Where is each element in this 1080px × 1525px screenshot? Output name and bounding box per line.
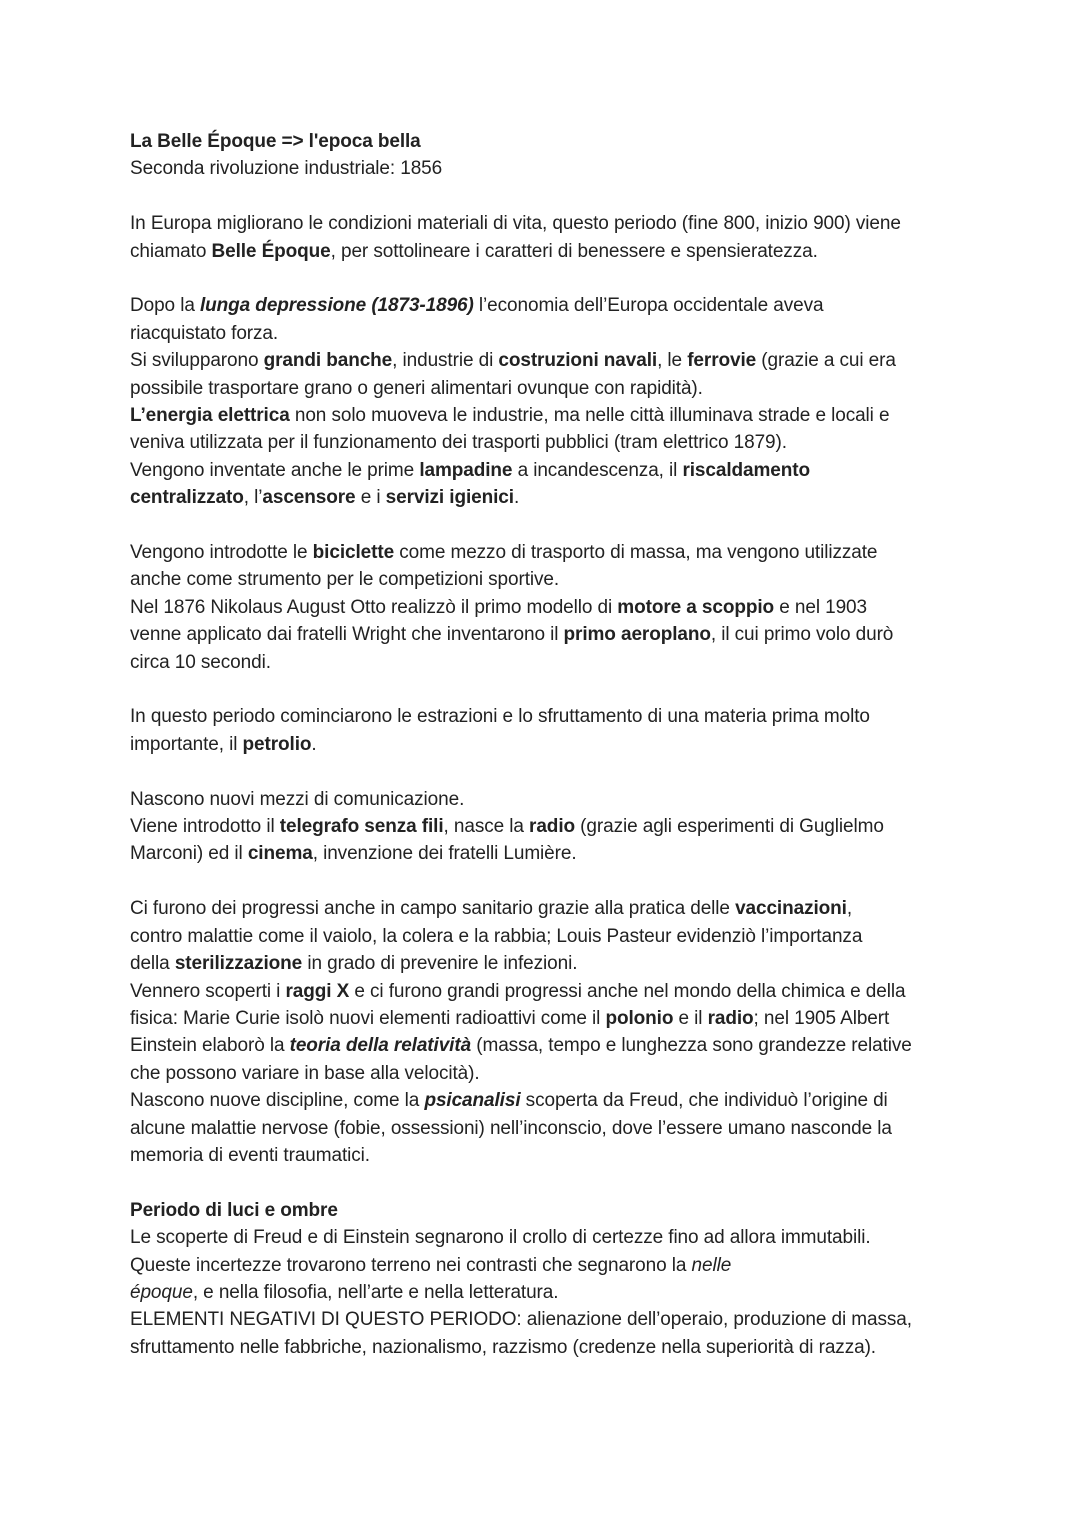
text-line [130,457,960,484]
body-text: Einstein elaborò la [130,1035,290,1057]
body-text: , nasce la [443,816,530,838]
text-line [130,402,960,429]
text-line [130,1032,960,1059]
body-text: In questo periodo cominciarono le estrazioni e lo sfruttamento di una materia prima molto [130,706,870,728]
emphasis-text: époque [130,1281,193,1303]
text-line [130,978,960,1005]
body-text: a incandescenza, il [512,459,683,481]
emphasis-text: Belle Époque [211,240,331,262]
body-text: , il cui primo volo durò [710,624,894,646]
text-line [130,950,960,977]
body-text: Dopo la [130,295,200,317]
body-text: e il [673,1007,708,1029]
body-text: (grazie agli esperimenti di Guglielmo [575,816,884,838]
paragraph [130,210,960,265]
text-line [130,210,960,237]
body-text: Vengono inventate anche le prime [130,459,420,481]
emphasis-text: ascensore [262,487,356,509]
text-line [130,429,960,456]
text-line [130,1279,960,1306]
text-line [130,128,960,155]
body-text: Vengono introdotte le [130,542,313,564]
body-text: Seconda rivoluzione industriale: 1856 [130,158,443,180]
body-text: (massa, tempo e lunghezza sono grandezze relative [471,1035,912,1057]
body-text: , industrie di [392,350,499,372]
body-text: ELEMENTI NEGATIVI DI QUESTO PERIODO: alienazione dell’operaio, produzione di massa, [130,1309,912,1331]
text-line [130,375,960,402]
emphasis-text: radio [707,1007,754,1029]
body-text: l’economia dell’Europa occidentale aveva [473,295,824,317]
emphasis-text: La Belle Époque => l'epoca bella [130,131,421,152]
body-text: circa 10 secondi. [130,651,271,673]
emphasis-text: petrolio [242,733,312,755]
emphasis-text: telegrafo senza fili [279,816,444,838]
body-text: , le [657,350,688,372]
paragraph [130,703,960,758]
body-text: Queste incertezze trovarono terreno nei contrasti che segnarono la [130,1254,692,1276]
text-line [130,895,960,922]
emphasis-text: cinema [247,843,313,865]
body-text: Ci furono dei progressi anche in campo sanitario grazie alla pratica delle [130,898,736,920]
text-line [130,484,960,511]
body-text: In Europa migliorano le condizioni materiali di vita, questo periodo (fine 800, inizio 900) viene [130,213,901,235]
text-line [130,840,960,867]
body-text: possibile trasportare grano o generi alimentari ovunque con rapidità). [130,377,703,399]
body-text: venne applicato dai fratelli Wright che inventarono il [130,624,564,646]
text-line [130,1005,960,1032]
text-line [130,1306,960,1333]
body-text: in grado di prevenire le infezioni. [302,953,578,975]
body-text: come mezzo di trasporto di massa, ma vengono utilizzate [394,542,878,564]
body-text: che possono variare in base alla velocità). [130,1062,480,1084]
text-line [130,813,960,840]
emphasis-text: vaccinazioni [735,898,847,920]
body-text: . [311,733,317,755]
paragraph [130,895,960,1169]
paragraph [130,786,960,868]
text-line [130,786,960,813]
text-line [130,1334,960,1361]
emphasis-text: Periodo di luci e ombre [130,1199,338,1221]
body-text: e nel 1903 [774,596,867,618]
paragraph [130,292,960,511]
paragraph [130,539,960,676]
body-text: non solo muoveva le industrie, ma nelle città illuminava strade e locali e [289,405,890,427]
body-text: ; nel 1905 Albert [753,1007,890,1029]
emphasis-text: biciclette [312,542,395,564]
body-text: e ci furono grandi progressi anche nel mondo della chimica e della [349,980,906,1002]
body-text: e i [355,487,386,509]
text-line [130,649,960,676]
body-text: , [846,898,853,920]
emphasis-text: lampadine [419,459,513,481]
emphasis-text: L’energia elettrica [130,405,290,427]
text-line [130,1060,960,1087]
body-text: alcune malattie nervose (fobie, ossessioni) nell’inconscio, dove l’essere umano nasconde la [130,1117,892,1139]
body-text: Nascono nuove discipline, come la [130,1090,425,1112]
text-line [130,594,960,621]
text-line [130,539,960,566]
text-line [130,1224,960,1251]
body-text: , e nella filosofia, nell’arte e nella letteratura. [192,1281,559,1303]
emphasis-text: lunga depressione (1873-1896) [199,295,474,317]
body-text: Nascono nuovi mezzi di comunicazione. [130,788,465,810]
emphasis-text: nelle [691,1254,732,1276]
text-line [130,621,960,648]
body-text: Viene introdotto il [130,816,280,838]
body-text: importante, il [130,733,243,755]
emphasis-text: primo aeroplano [563,624,711,646]
body-text: fisica: Marie Curie isolò nuovi elementi radioattivi come il [130,1007,606,1029]
emphasis-text: radio [529,816,575,838]
emphasis-text: centralizzato [130,487,244,509]
body-text: , l’ [243,487,263,509]
body-text: Le scoperte di Freud e di Einstein segnarono il crollo di certezze fino ad allora immutabili. [130,1227,871,1249]
body-text: della [130,953,175,975]
emphasis-text: grandi banche [263,350,393,372]
text-line [130,292,960,319]
body-text: veniva utilizzata per il funzionamento dei trasporti pubblici (tram elettrico 1879). [130,432,787,454]
body-text: sfruttamento nelle fabbriche, nazionalismo, razzismo (credenze nella superiorità di razza). [130,1336,876,1358]
text-line [130,238,960,265]
text-line [130,320,960,347]
body-text: , invenzione dei fratelli Lumière. [312,843,577,865]
text-line [130,703,960,730]
emphasis-text: psicanalisi [424,1090,521,1112]
text-line [130,566,960,593]
emphasis-text: motore a scoppio [617,596,775,618]
text-line [130,1252,960,1279]
text-line [130,1115,960,1142]
text-line [130,1087,960,1114]
emphasis-text: teoria della relatività [289,1035,472,1057]
emphasis-text: raggi X [285,980,350,1002]
body-text: scoperta da Freud, che individuò l’origine di [520,1090,888,1112]
emphasis-text: polonio [605,1007,674,1029]
body-text: Nel 1876 Nikolaus August Otto realizzò il primo modello di [130,596,618,618]
text-line [130,1197,960,1224]
text-line [130,1142,960,1169]
text-line [130,731,960,758]
emphasis-text: costruzioni navali [498,350,658,372]
body-text: Si svilupparono [130,350,264,372]
emphasis-text: ferrovie [687,350,757,372]
body-text: . [513,487,520,509]
emphasis-text: riscaldamento [682,459,810,481]
body-text: (grazie a cui era [756,350,896,372]
body-text: anche come strumento per le competizioni sportive. [130,569,560,591]
paragraph [130,128,960,183]
body-text: Marconi) ed il [130,843,248,865]
text-line [130,347,960,374]
body-text: , per sottolineare i caratteri di benessere e spensieratezza. [330,240,818,262]
body-text: Vennero scoperti i [130,980,286,1002]
body-text: riacquistato forza. [130,322,279,344]
emphasis-text: servizi igienici [385,487,514,509]
emphasis-text: sterilizzazione [174,953,303,975]
body-text: contro malattie come il vaiolo, la colera e la rabbia; Louis Pasteur evidenziò l’importanza [130,925,863,947]
body-text: memoria di eventi traumatici. [130,1144,370,1166]
body-text: chiamato [130,240,212,262]
document-page [130,128,960,1389]
text-line [130,155,960,182]
paragraph [130,1197,960,1361]
text-line [130,923,960,950]
